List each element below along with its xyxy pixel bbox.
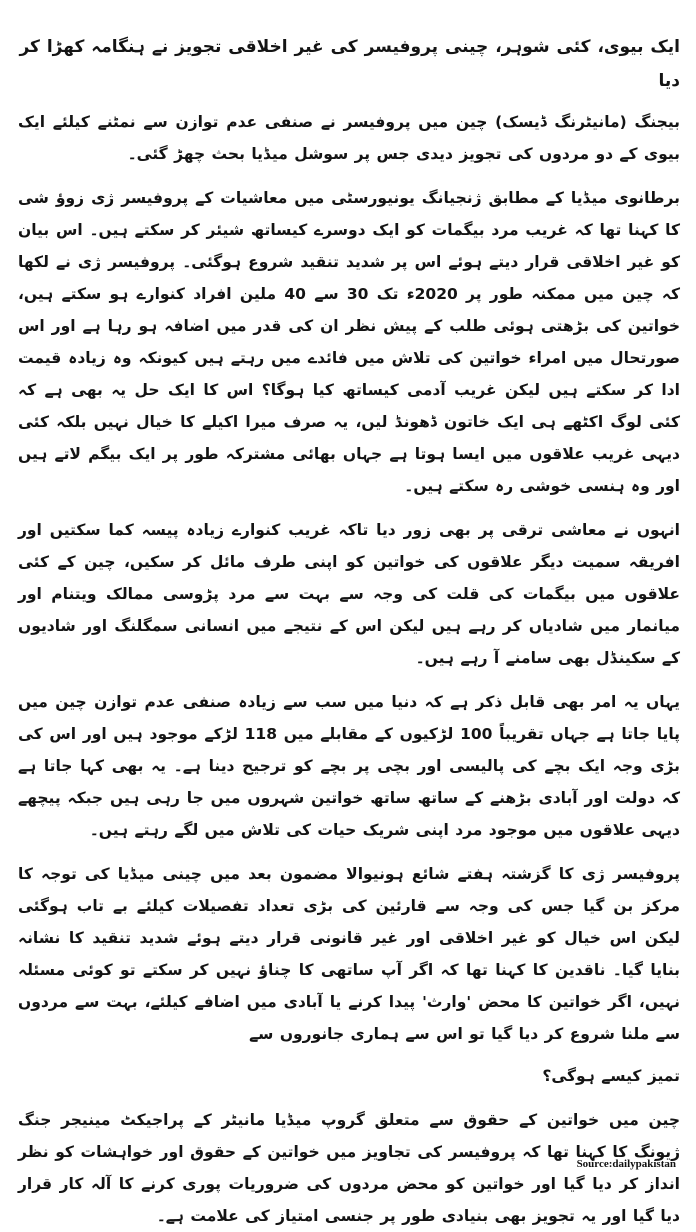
paragraph-question: تمیز کیسے ہوگی؟ [542,1067,680,1085]
paragraph-gender-imbalance: یہاں یہ امر بھی قابل ذکر ہے کہ دنیا میں سب سے زیادہ صنفی عدم توازن چین میں پایا جاتا ہے جہاں تقریباً 100 لڑکیوں کے مقابلے میں 118 لڑکے موجود ہیں اور اس کی بڑی وجہ ایک بچے کی پالیسی اور بچی پر بچے کو ترجیح دینا ہے۔ یہ بھی کہا جاتا ہے کہ دولت اور آبادی بڑھنے کے ساتھ ساتھ خواتین شہروں میں جا رہی ہیں جبکہ پیچھے دیہی علاقوں میں موجود مرد اپنی شریک حیات کی تلاش میں لگے رہتے ہیں۔ [18,693,680,839]
paragraph-professor-proposal: برطانوی میڈیا کے مطابق ژنجیانگ یونیورسٹی میں معاشیات کے پروفیسر ژی زوؤ شی کا کہنا تھا کہ غریب مرد بیگمات کو ایک دوسرے کیساتھ شیئر کر سکتے ہیں۔ اس بیان کو غیر اخلاقی قرار دیتے ہوئے اس پر شدید تنقید شروع ہوگئی۔ پروفیسر ژی نے لکھا کہ چین میں ممکنہ طور پر 2020ء تک 30 سے 40 ملین افراد کنوارے ہو سکتے ہیں، خواتین کی بڑھتی ہوئی طلب کے پیش نظر ان کی قدر میں اضافہ ہو رہا ہے اور اس صورتحال میں امراء خواتین کی تلاش میں فائدے میں رہتے ہیں کیونکہ وہ زیادہ قیمت ادا کر سکتے ہیں لیکن غریب آدمی کیساتھ کیا ہوگا؟ اس کا ایک حل یہ بھی ہے کہ کئی لوگ اکٹھے ہی ایک خاتون ڈھونڈ لیں، یہ صرف میرا اکیلے کا خیال نہیں بلکہ کئی دیہی غریب علاقوں میں ایسا ہوتا ہے جہاں بھائی مشترکہ طور پر ایک بیگم لاتے ہیں اور وہ ہنسی خوشی رہ سکتے ہیں۔ [18,189,680,495]
paragraph-intro: بیجنگ (مانیٹرنگ ڈیسک) چین میں پروفیسر نے صنفی عدم توازن سے نمٹنے کیلئے ایک بیوی کے دو مردوں کی تجویز دیدی جس پر سوشل میڈیا بحث چھڑ گئی۔ [18,113,680,163]
paragraph-economic-development: انہوں نے معاشی ترقی پر بھی زور دیا تاکہ غریب کنوارے زیادہ پیسہ کما سکتیں اور افریقہ سمیت دیگر علاقوں کی خواتین کو اپنی طرف مائل کر سکیں، چین کے کئی علاقوں میں بیگمات کی قلت کی وجہ سے بہت سے مرد پڑوسی ممالک ویتنام اور میانمار میں شادیاں کر رہے ہیں لیکن اس کے نتیجے میں انسانی سمگلنگ اور شادیوں کے سکینڈل بھی سامنے آ رہے ہیں۔ [18,521,680,667]
paragraph-womens-rights: چین میں خواتین کے حقوق سے متعلق گروپ میڈیا مانیٹر کے پراجیکٹ مینیجر جنگ ژیونگ کا کہنا تھا کہ پروفیسر کی تجاویز میں خواتین کے حقوق اور خواہشات کو نظر انداز کر دیا گیا اور خواتین کو محض مردوں کی ضروریات پوری کرنے کا آلہ کار قرار دیا گیا اور یہ تجویز بھی بنیادی طور پر جنسی امتیاز کی علامت ہے۔ [18,1111,680,1225]
article-body [18,30,680,1232]
paragraph-criticism: پروفیسر ژی کا گزشتہ ہفتے شائع ہونیوالا مضمون بعد میں چینی میڈیا کی توجہ کا مرکز بن گیا جس کی وجہ سے قارئین کی بڑی تعداد تفصیلات کیلئے بے تاب ہوگئی لیکن اس خیال کو غیر اخلاقی اور غیر قانونی قرار دیتے ہوئے شدید تنقید کا نشانہ بنایا گیا۔ ناقدین کا کہنا تھا کہ اگر آپ ساتھی کا چناؤ نہیں کر سکتے تو کوئی مسئلہ نہیں، اگر خواتین کا محض 'وارث' پیدا کرنے یا آبادی میں اضافے کیلئے، بہت سے مردوں سے ملنا شروع کر دیا گیا تو اس سے ہماری جانوروں سے [18,865,680,1043]
article-headline: ایک بیوی، کئی شوہر، چینی پروفیسر کی غیر اخلاقی تجویز نے ہنگامہ کھڑا کر دیا [19,37,680,91]
source-credit: Source:dailypakistan [576,1158,676,1170]
